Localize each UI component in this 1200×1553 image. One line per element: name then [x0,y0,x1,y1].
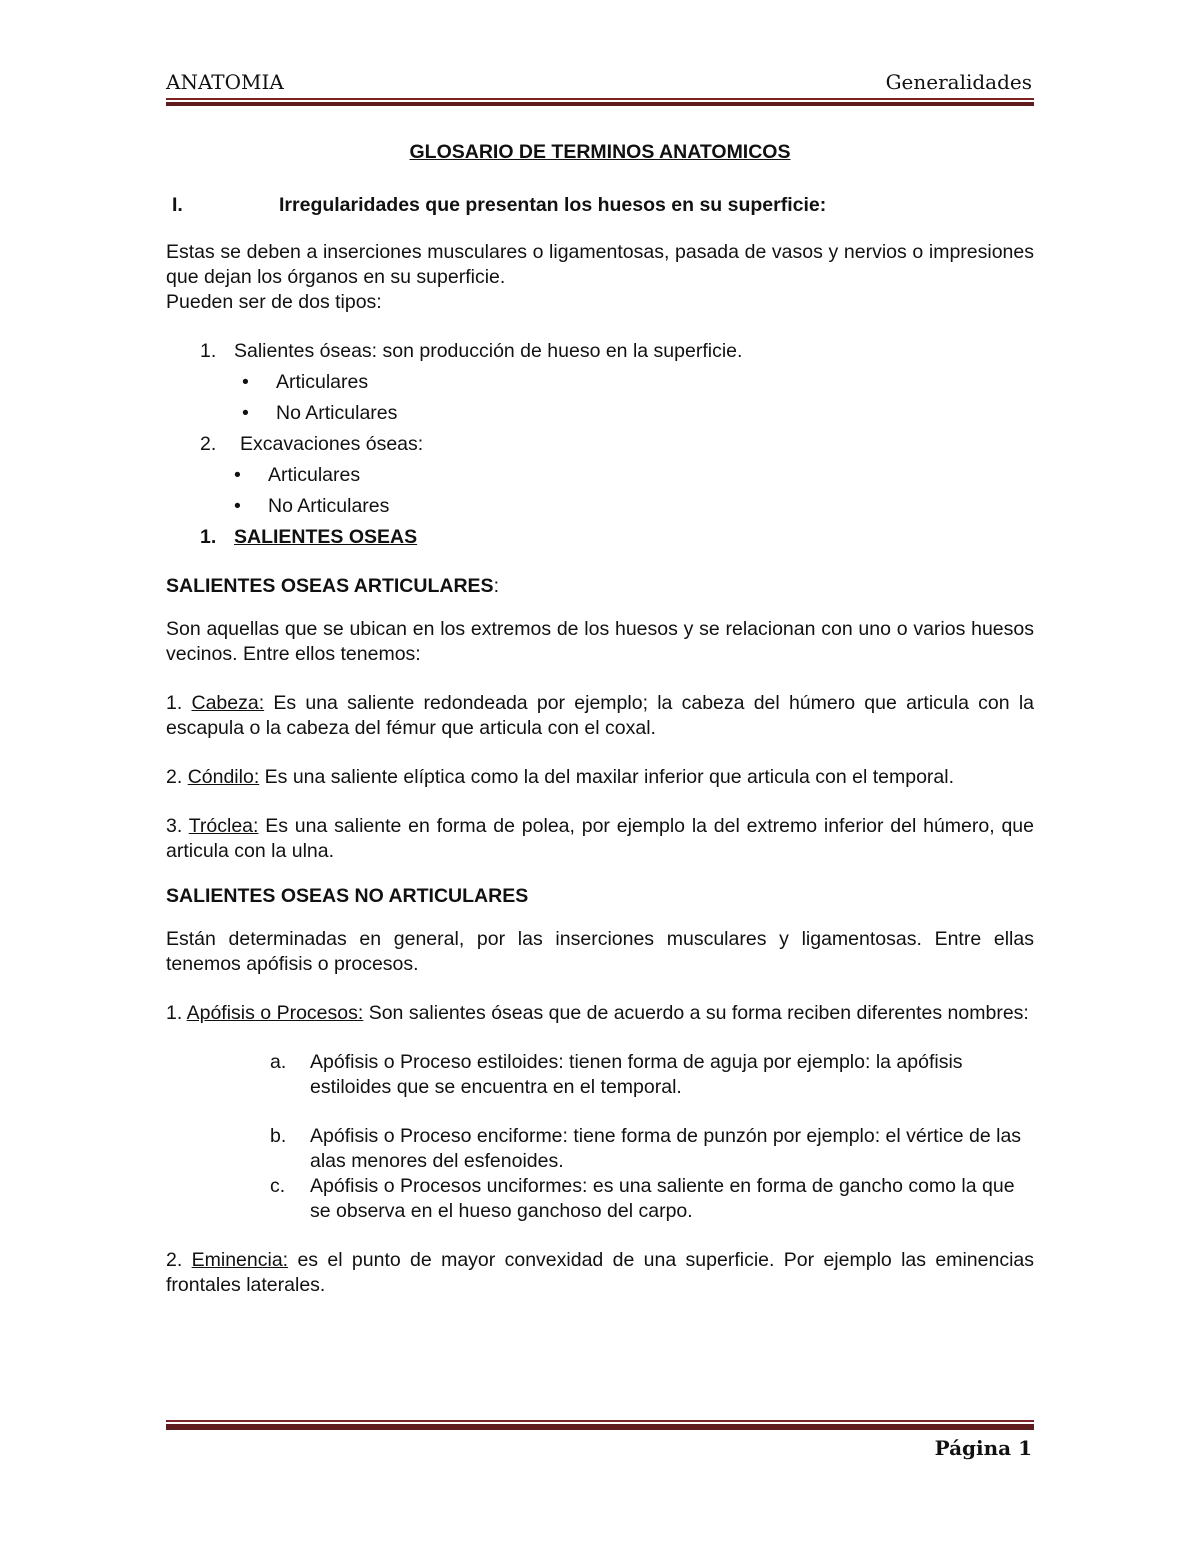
definition-text: Es una saliente redondeada por ejemplo; la cabeza del húmero que articula con la escapula o la cabeza del fémur que articula con el coxal. [166,692,1034,739]
definition-number: 3. [166,815,189,837]
sub-item [270,1124,1034,1174]
section-1-heading [166,525,1034,550]
bullet-label: Articulares [268,464,361,486]
sub-item-letter: a. [270,1051,287,1073]
definition-term: Cabeza: [191,692,265,714]
articulares-heading-text: SALIENTES OSEAS ARTICULARES [166,575,494,597]
list-number: 1. [200,340,217,362]
definition-term: Apófisis o Procesos: [186,1002,364,1024]
definition-text: Es una saliente en forma de polea, por ejemplo la del extremo inferior del húmero, que articula con la ulna. [166,815,1034,862]
definition-term: Eminencia: [191,1249,289,1271]
bullet-label: Articulares [276,371,369,393]
bullet-item [166,463,1034,488]
section-i-title: Irregularidades que presentan los huesos en su superficie: [279,194,827,216]
definition-item [166,1248,1034,1298]
section-i-heading [166,193,1034,218]
intro-types-line: Pueden ser de dos tipos: [166,291,382,313]
footer-rule-thick [166,1424,1034,1430]
header-rule-thick [166,102,1034,106]
articulares-heading-colon: : [493,575,499,597]
definition-item [166,765,1034,790]
header-right: Generalidades [885,70,1032,94]
definition-text: Son salientes óseas que de acuerdo a su forma reciben diferentes nombres: [363,1002,1029,1024]
definition-item [166,1001,1034,1026]
articulares-heading [166,574,1034,599]
definition-item [166,691,1034,741]
footer-rule-thin [166,1420,1034,1422]
bullet-icon: • [242,402,249,424]
definition-text: Es una saliente elíptica como la del maxilar inferior que articula con el temporal. [259,766,954,788]
types-list [166,339,1034,519]
definition-number: 2. [166,766,188,788]
definition-number: 1. [166,1002,187,1024]
no-articulares-heading: SALIENTES OSEAS NO ARTICULARES [166,885,529,907]
sub-item-text: Apófisis o Proceso enciforme: tiene forma de punzón por ejemplo: el vértice de las alas menores del esfenoides. [310,1125,1022,1172]
document-body [166,140,1034,1298]
definition-term: Cóndilo: [187,766,260,788]
sub-item-text: Apófisis o Procesos unciformes: es una saliente en forma de gancho como la que se observa en el hueso ganchoso del carpo. [310,1175,1015,1222]
header-left: ANATOMIA [166,70,284,94]
sub-item-text: Apófisis o Proceso estiloides: tienen forma de aguja por ejemplo: la apófisis estiloides que se encuentra en el temporal. [310,1051,963,1098]
document-title: GLOSARIO DE TERMINOS ANATOMICOS [409,141,791,163]
header-rule-thin [166,98,1034,100]
bullet-item [166,370,1034,395]
sub-item-letter: c. [270,1175,286,1197]
articulares-intro: Son aquellas que se ubican en los extremos de los huesos y se relacionan con uno o varios huesos vecinos. Entre ellos tenemos: [166,618,1034,665]
sub-item-letter: b. [270,1125,287,1147]
list-label: Salientes óseas: son producción de hueso en la superficie. [234,340,743,362]
section-i-number: I. [172,194,183,216]
definition-term: Tróclea: [188,815,259,837]
bullet-icon: • [242,371,249,393]
list-item [166,339,1034,364]
bullet-item [166,494,1034,519]
list-number: 2. [200,433,217,455]
bullet-item [166,401,1034,426]
sub-item [270,1174,1034,1224]
definition-number: 1. [166,692,192,714]
definition-item [166,814,1034,864]
list-item [166,432,1034,457]
page-number: Página 1 [934,1436,1032,1460]
no-articulares-intro: Están determinadas en general, por las inserciones musculares y ligamentosas. Entre ellas tenemos apófisis o procesos. [166,928,1034,975]
bullet-icon: • [234,495,241,517]
bullet-label: No Articulares [276,402,398,424]
definition-text: es el punto de mayor convexidad de una superficie. Por ejemplo las eminencias frontales laterales. [166,1249,1035,1296]
section-1-number: 1. [200,526,217,548]
bullet-icon: • [234,464,241,486]
intro-paragraph: Estas se deben a inserciones musculares o ligamentosas, pasada de vasos y nervios o impresiones que dejan los órganos en su superficie. [166,241,1034,288]
section-1-title: SALIENTES OSEAS [234,526,418,548]
sub-item [270,1050,1034,1100]
definition-number: 2. [166,1249,192,1271]
list-label: Excavaciones óseas: [240,433,424,455]
bullet-label: No Articulares [268,495,390,517]
